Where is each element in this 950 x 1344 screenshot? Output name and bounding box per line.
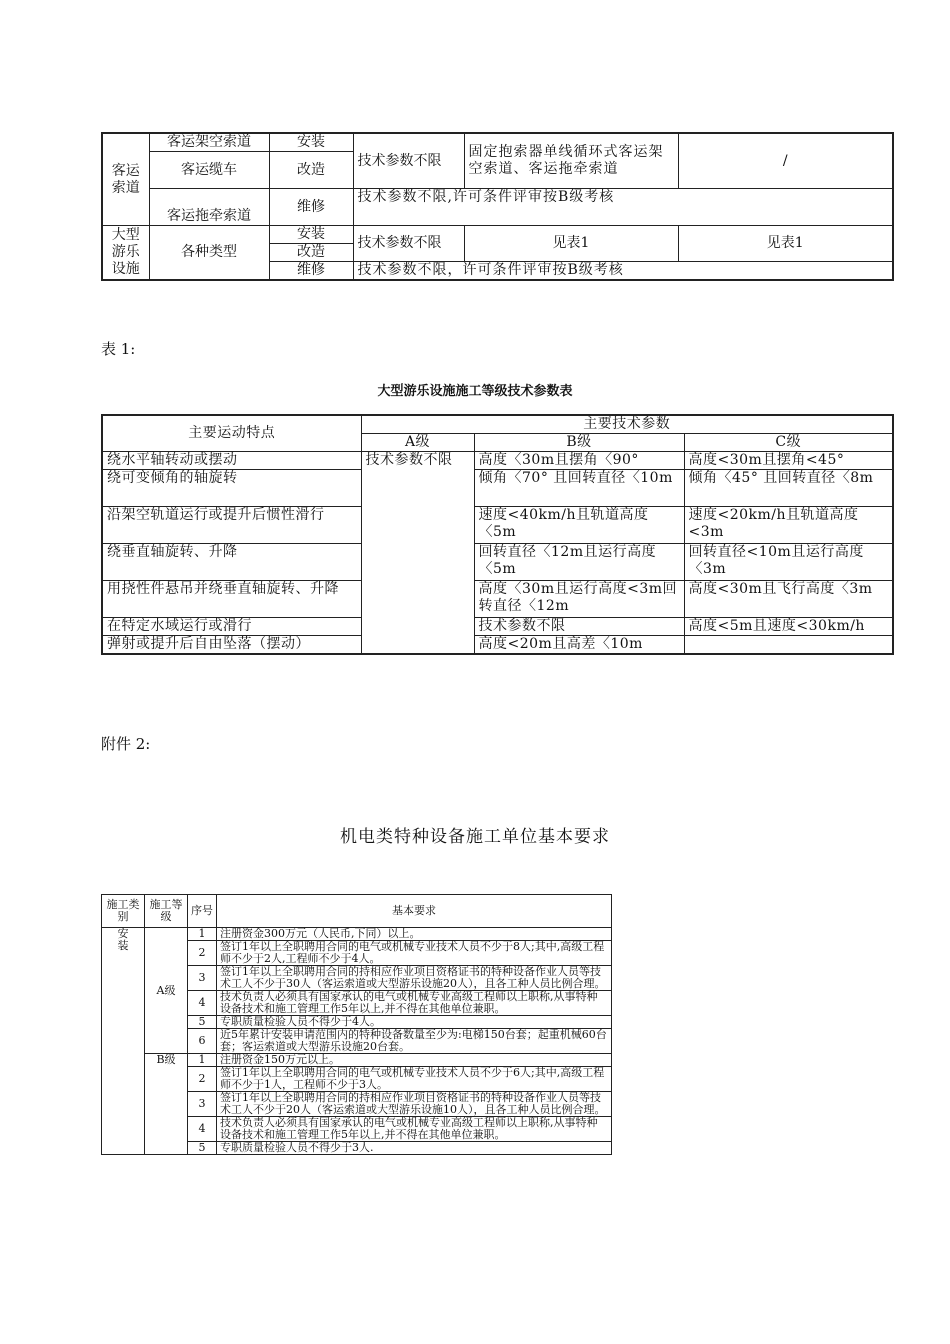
row-no: 1 [188, 928, 217, 941]
header-req: 基本要求 [217, 895, 612, 928]
work-type-cell: 改造 [269, 152, 353, 189]
attachment-label: 附件 2: [101, 735, 151, 753]
a-level-cell: 技术参数不限 [353, 226, 464, 262]
equipment-grade-table [101, 132, 894, 281]
requirement-cell: 注册资金300万元（人民币,下同）以上。 [217, 928, 612, 941]
requirement-cell: 签订1年以上全职聘用合同的电气或机械专业技术人员不少于8人;其中,高级工程师不少于2人,工程师不少于4人。 [217, 941, 612, 966]
feature-cell: 在特定水域运行或滑行 [102, 618, 361, 636]
requirement-cell: 签订1年以上全职聘用合同的持相应作业项目资格证书的特种设备作业人员等技术工人不少于20人（客运索道或大型游乐设施10人），且各工种人员比例合理。 [217, 1092, 612, 1117]
c-level-cell: 回转直径<10m且运行高度〈3m [684, 544, 893, 581]
requirement-cell: 签订1年以上全职聘用合同的电气或机械专业技术人员不少于6人;其中,高级工程师不少于1人，工程师不少于3人。 [217, 1067, 612, 1092]
a-level-cell: 技术参数不限 [353, 133, 464, 189]
b-level-cell: 见表1 [464, 226, 678, 262]
feature-cell: 用挠性件悬吊并绕垂直轴旋转、升降 [102, 581, 361, 618]
b-level-cell: 回转直径〈12m且运行高度〈5m [474, 544, 684, 581]
header-feature: 主要运动特点 [102, 415, 361, 452]
requirement-cell: 专职质量检验人员不得少于4人。 [217, 1016, 612, 1029]
header-grade: 施工等级 [145, 895, 188, 928]
work-type-cell: 安装 [269, 226, 353, 244]
feature-cell: 沿架空轨道运行或提升后惯性滑行 [102, 507, 361, 544]
c-level-cell: 见表1 [678, 226, 893, 262]
c-level-cell: 高度<30m且摆角<45° [684, 452, 893, 470]
work-type-cell: 维修 [269, 262, 353, 281]
header-a: A级 [361, 434, 474, 452]
type-cell: 客运缆车 [149, 152, 269, 189]
b-level-cell: 高度〈30m且运行高度<3m回转直径〈12m [474, 581, 684, 618]
b-level-cell: 倾角〈70° 且回转直径〈10m [474, 470, 684, 507]
category-cell: 大型游乐设施 [102, 226, 149, 281]
ride-parameter-table [101, 414, 894, 655]
grade-cell: B级 [145, 1054, 188, 1155]
category-cell: 客运索道 [102, 133, 149, 226]
feature-cell: 绕可变倾角的轴旋转 [102, 470, 361, 507]
type-cell: 安装 [102, 928, 145, 1155]
row-no: 2 [188, 941, 217, 966]
c-level-cell: 速度<20km/h且轨道高度<3m [684, 507, 893, 544]
b-level-cell: 固定抱索器单线循环式客运架空索道、客运拖牵索道 [464, 133, 678, 189]
table1-label: 表 1: [101, 340, 136, 358]
b-level-cell: 高度<20m且高差〈10m [474, 636, 684, 655]
header-b: B级 [474, 434, 684, 452]
b-level-cell: 技术参数不限 [474, 618, 684, 636]
header-type: 施工类别 [102, 895, 145, 928]
row-no: 1 [188, 1054, 217, 1067]
work-type-cell: 改造 [269, 244, 353, 262]
work-type-cell: 安装 [269, 133, 353, 152]
work-type-cell: 维修 [269, 189, 353, 226]
b-level-cell: 速度<40km/h且轨道高度〈5m [474, 507, 684, 544]
type-cell: 客运拖牵索道 [149, 189, 269, 226]
row-no: 2 [188, 1067, 217, 1092]
row-no: 4 [188, 991, 217, 1016]
feature-cell: 绕垂直轴旋转、升降 [102, 544, 361, 581]
c-level-cell: 高度<5m且速度<30km/h [684, 618, 893, 636]
header-c: C级 [684, 434, 893, 452]
requirement-cell: 技术负责人必须具有国家承认的电气或机械专业高级工程师以上职称,从事特种设备技术和施工管理工作5年以上,并不得在其他单位兼职。 [217, 1117, 612, 1142]
requirement-cell: 签订1年以上全职聘用合同的持相应作业项目资格证书的特种设备作业人员等技术工人不少于30人（客运索道或大型游乐设施20人），且各工种人员比例合理。 [217, 966, 612, 991]
type-cell: 客运架空索道 [149, 133, 269, 152]
c-level-cell: 高度<30m且飞行高度〈3m [684, 581, 893, 618]
row-no: 4 [188, 1117, 217, 1142]
requirement-cell: 近5年累计安装申请范围内的特种设备数量至少为:电梯150台套；起重机械60台套；客运索道或大型游乐设施20台套。 [217, 1029, 612, 1054]
header-params: 主要技术参数 [361, 415, 893, 434]
attachment-heading: 机电类特种设备施工单位基本要求 [340, 827, 610, 847]
b-level-cell: 高度〈30m且摆角〈90° [474, 452, 684, 470]
row-no: 6 [188, 1029, 217, 1054]
requirements-table [101, 894, 612, 1155]
c-level-cell [684, 636, 893, 655]
row-no: 5 [188, 1016, 217, 1029]
requirement-cell: 技术负责人必须具有国家承认的电气或机械专业高级工程师以上职称,从事特种设备技术和施工管理工作5年以上,并不得在其他单位兼职。 [217, 991, 612, 1016]
feature-cell: 弹射或提升后自由坠落（摆动） [102, 636, 361, 655]
requirement-cell: 注册资金150万元以上。 [217, 1054, 612, 1067]
type-cell: 各种类型 [149, 226, 269, 281]
requirement-cell: 专职质量检验人员不得少于3人. [217, 1142, 612, 1155]
maintain-note-cell: 技术参数不限，许可条件评审按B级考核 [353, 262, 893, 281]
row-no: 3 [188, 966, 217, 991]
row-no: 5 [188, 1142, 217, 1155]
maintain-note-cell: 技术参数不限,许可条件评审按B级考核 [353, 189, 893, 226]
row-no: 3 [188, 1092, 217, 1117]
c-level-cell: 倾角〈45° 且回转直径〈8m [684, 470, 893, 507]
c-level-cell: / [678, 133, 893, 189]
table1-caption: 大型游乐设施施工等级技术参数表 [377, 384, 573, 399]
feature-cell: 绕水平轴转动或摆动 [102, 452, 361, 470]
a-level-cell: 技术参数不限 [361, 452, 474, 655]
grade-cell: A级 [145, 928, 188, 1054]
header-no: 序号 [188, 895, 217, 928]
